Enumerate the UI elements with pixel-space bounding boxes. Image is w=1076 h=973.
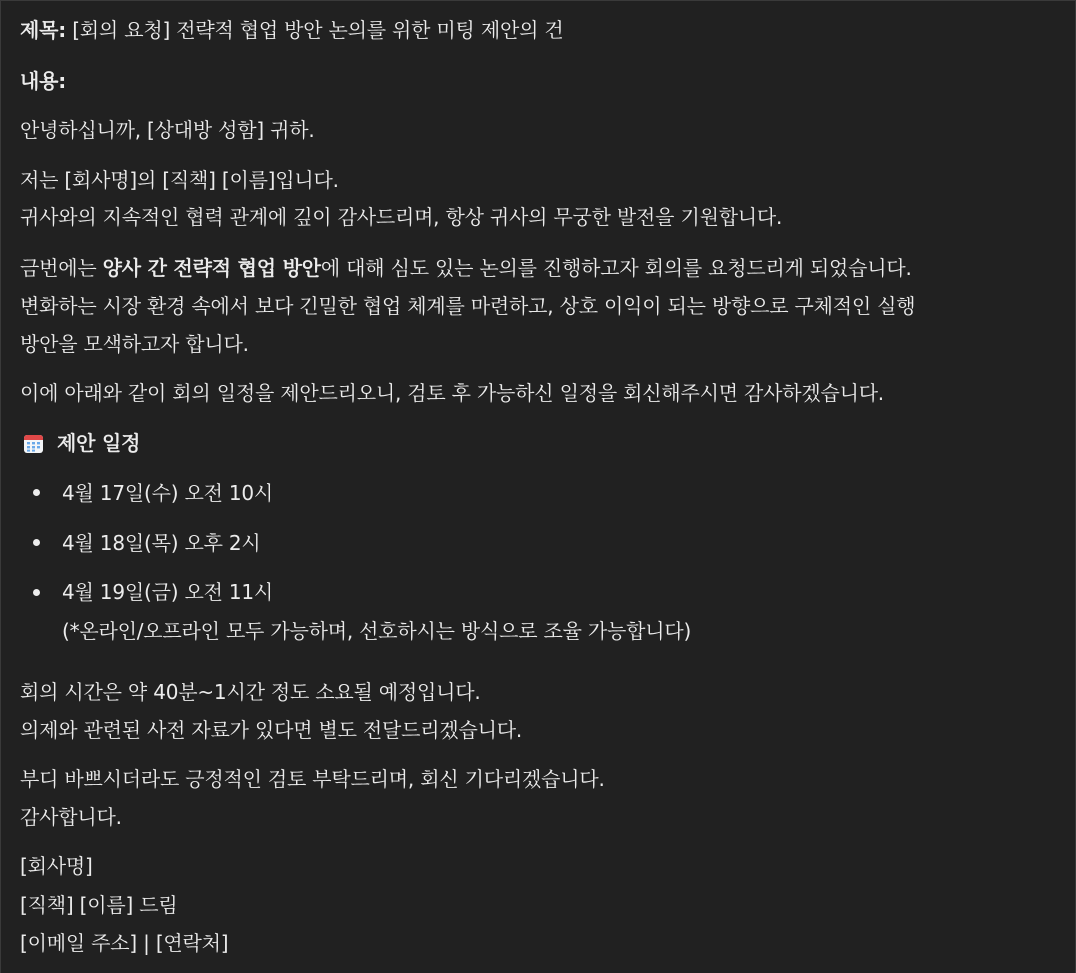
closing-line-2: 감사합니다.	[20, 805, 122, 829]
purpose-line-1	[20, 254, 912, 282]
intro-line-2: 귀사와의 지속적인 협력 관계에 깊이 감사드리며, 항상 귀사의 무궁한 발전을 기원합니다.	[20, 205, 783, 229]
purpose-post: 에 대해 심도 있는 논의를 진행하고자 회의를 요청드리게 되었습니다.	[320, 256, 912, 280]
bullet-icon	[33, 589, 40, 596]
greeting: 안녕하십니까, [상대방 성함] 귀하.	[20, 118, 315, 142]
materials-line: 의제와 관련된 사전 자료가 있다면 별도 전달드리겠습니다.	[20, 718, 522, 742]
signature-contact: [이메일 주소] | [연락처]	[20, 931, 229, 955]
subject-text: [회의 요청] 전략적 협업 방안 논의를 위한 미팅 제안의 건	[66, 18, 564, 42]
schedule-item-1: 4월 17일(수) 오전 10시	[62, 481, 274, 505]
schedule-note: (*온라인/오프라인 모두 가능하며, 선호하시는 방식으로 조율 가능합니다)	[62, 619, 692, 643]
subject-line	[20, 16, 563, 44]
bullet-icon	[33, 539, 40, 546]
request-line: 이에 아래와 같이 회의 일정을 제안드리오니, 검토 후 가능하신 일정을 회신해주시면 감사하겠습니다.	[20, 381, 884, 405]
calendar-icon	[23, 433, 44, 454]
purpose-line-3: 방안을 모색하고자 합니다.	[20, 332, 249, 356]
body-label: 내용:	[20, 69, 67, 93]
bullet-icon	[33, 489, 40, 496]
purpose-bold: 양사 간 전략적 협업 방안	[102, 256, 321, 280]
schedule-item-2: 4월 18일(목) 오후 2시	[62, 531, 261, 555]
duration-line: 회의 시간은 약 40분~1시간 정도 소요될 예정입니다.	[20, 680, 481, 704]
schedule-item-3: 4월 19일(금) 오전 11시	[62, 580, 274, 604]
intro-line-1: 저는 [회사명]의 [직책] [이름]입니다.	[20, 168, 339, 192]
subject-label: 제목:	[20, 18, 67, 42]
signature-name: [직책] [이름] 드림	[20, 893, 178, 917]
signature-company: [회사명]	[20, 854, 93, 878]
closing-line-1: 부디 바쁘시더라도 긍정적인 검토 부탁드리며, 회신 기다리겠습니다.	[20, 767, 605, 791]
purpose-pre: 금번에는	[20, 256, 103, 280]
schedule-heading: 제안 일정	[57, 431, 141, 455]
purpose-line-2: 변화하는 시장 환경 속에서 보다 긴밀한 협업 체계를 마련하고, 상호 이익이 되는 방향으로 구체적인 실행	[20, 294, 916, 318]
